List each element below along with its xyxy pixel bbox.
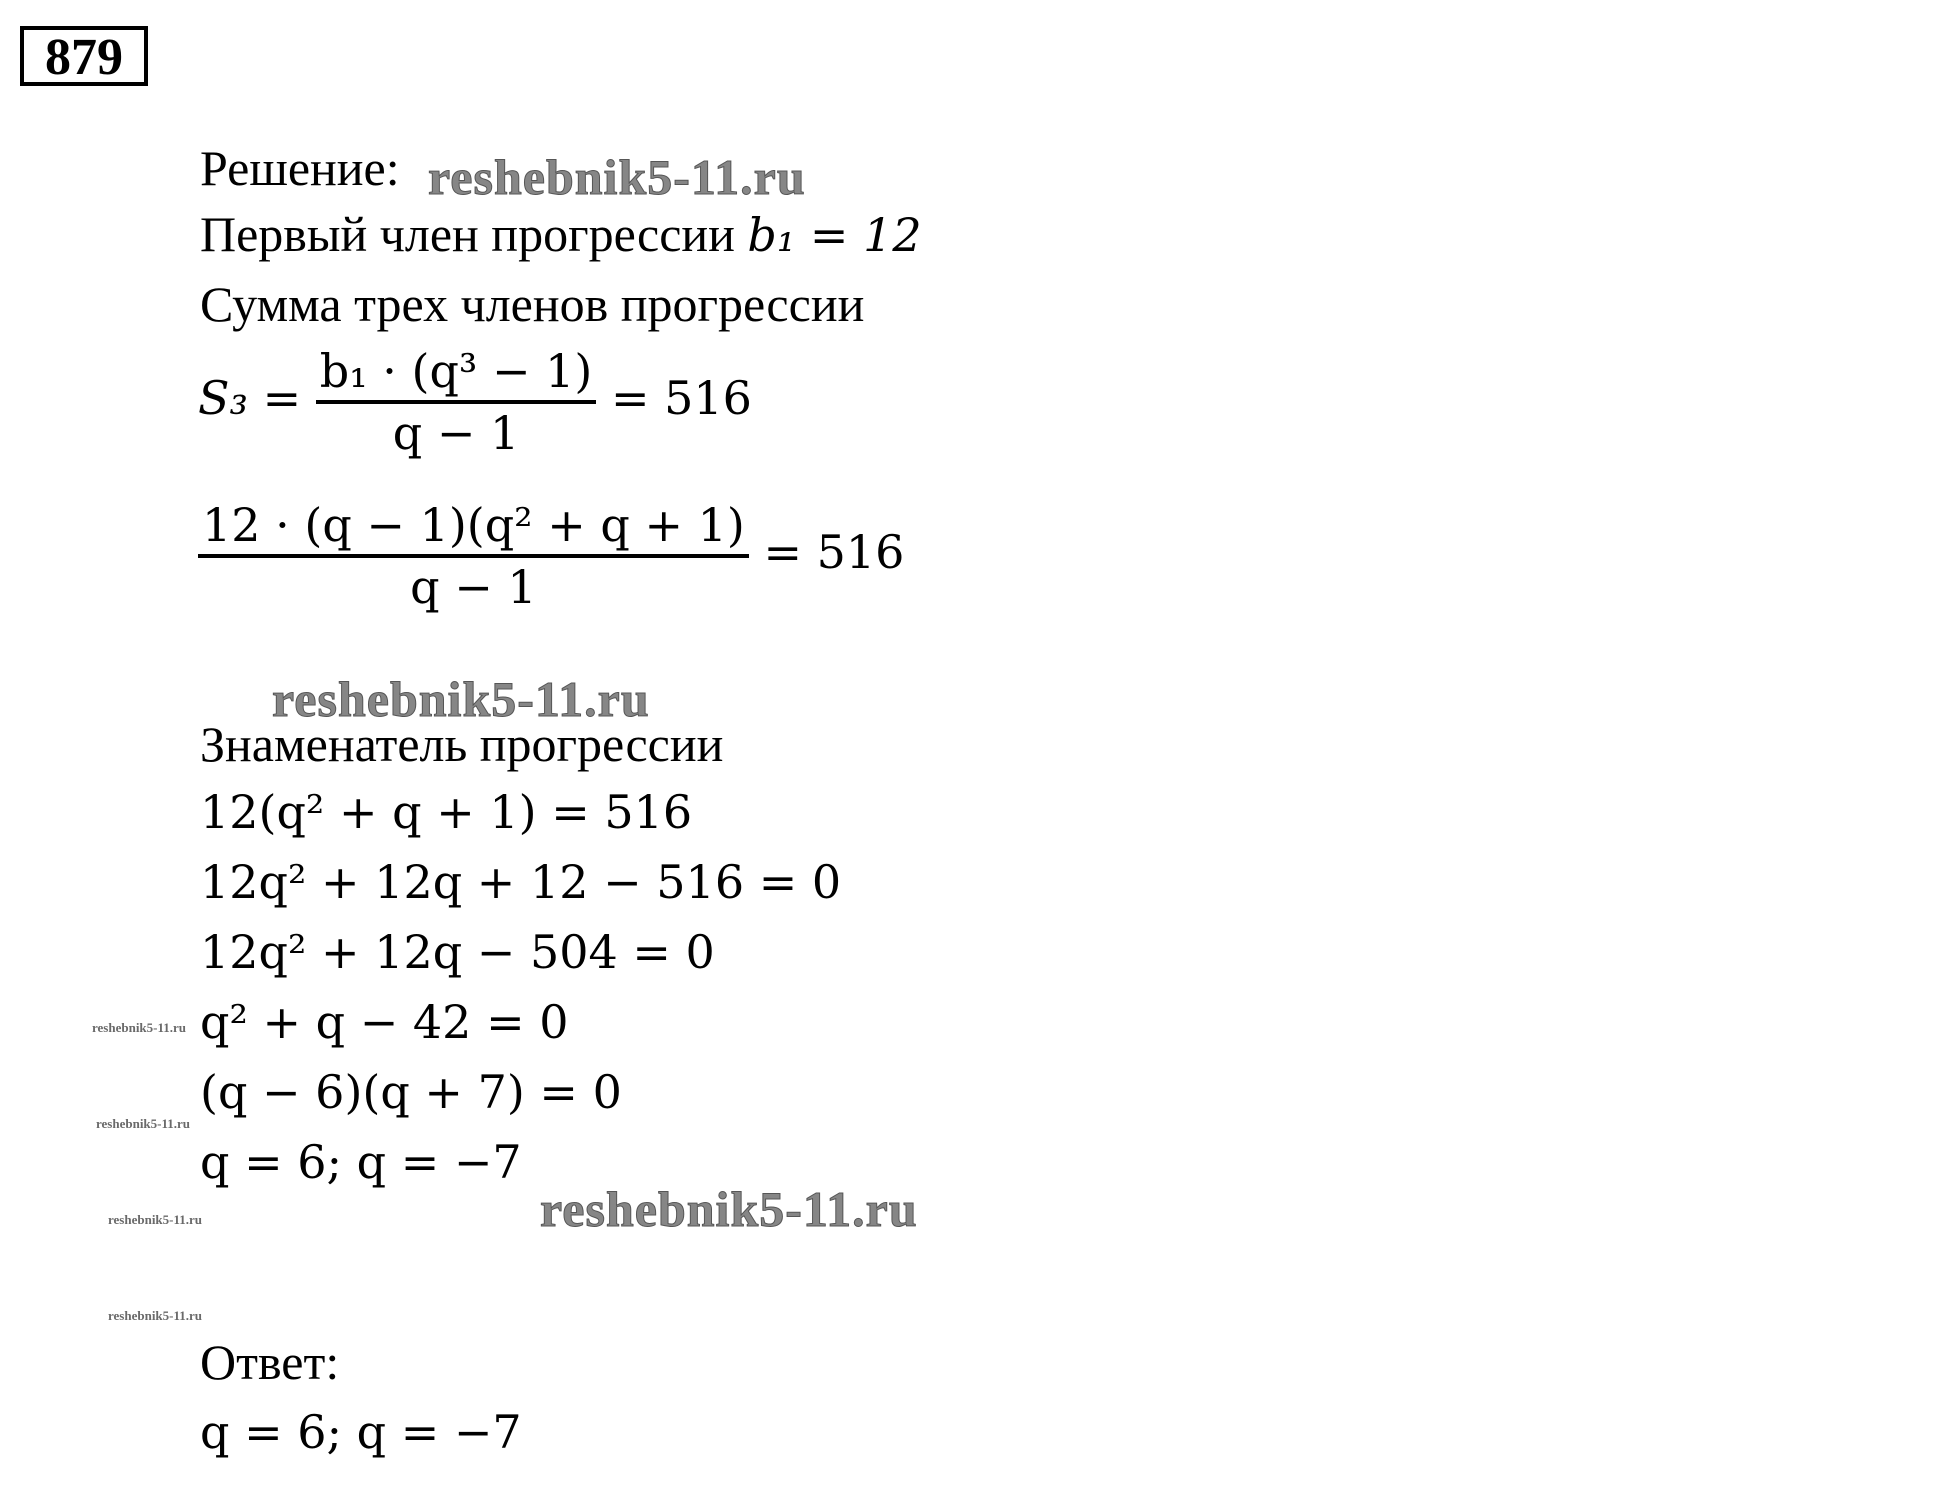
watermark: reshebnik5-11.ru: [428, 149, 806, 205]
first-term-line: [200, 206, 922, 263]
watermark: reshebnik5-11.ru: [96, 1116, 191, 1131]
solution-label: Решение:: [200, 140, 400, 196]
watermark: reshebnik5-11.ru: [108, 1308, 203, 1323]
sum-formula-numerator: b₁ · (q³ − 1): [316, 346, 597, 404]
watermark: reshebnik5-11.ru: [272, 671, 650, 727]
answer-value: q = 6; q = −7: [200, 1405, 522, 1459]
sum-substituted-rhs: = 516: [763, 525, 905, 579]
answer-label: Ответ:: [200, 1334, 340, 1390]
sum-substituted-numerator: 12 · (q − 1)(q² + q + 1): [198, 500, 749, 558]
first-term-text: Первый член прогрессии: [200, 206, 735, 262]
equation-line: 12q² + 12q − 504 = 0: [200, 925, 715, 979]
problem-number: 879: [20, 26, 148, 86]
sum-formula-denominator: q − 1: [392, 406, 520, 460]
equation-line: 12q² + 12q + 12 − 516 = 0: [200, 855, 842, 909]
equation-line: 12(q² + q + 1) = 516: [200, 785, 693, 839]
sum-formula-lhs: S₃ =: [198, 371, 302, 425]
first-term-equation: b₁ = 12: [747, 208, 922, 262]
sum-substituted-fraction: [198, 500, 749, 612]
ratio-text: Знаменатель прогрессии: [200, 716, 724, 772]
watermark: reshebnik5-11.ru: [108, 1212, 203, 1227]
sum-substituted-denominator: q − 1: [410, 560, 537, 614]
sum-substituted: [198, 500, 904, 612]
sum-formula: [198, 346, 752, 458]
watermark: reshebnik5-11.ru: [92, 1020, 187, 1035]
equation-line: q² + q − 42 = 0: [200, 995, 569, 1049]
equation-line: (q − 6)(q + 7) = 0: [200, 1065, 622, 1119]
sum-formula-rhs: = 516: [610, 371, 752, 425]
watermark: reshebnik5-11.ru: [540, 1181, 918, 1237]
sum-text: Сумма трех членов прогрессии: [200, 276, 865, 332]
equation-line: q = 6; q = −7: [200, 1135, 522, 1189]
sum-formula-fraction: [316, 346, 597, 458]
